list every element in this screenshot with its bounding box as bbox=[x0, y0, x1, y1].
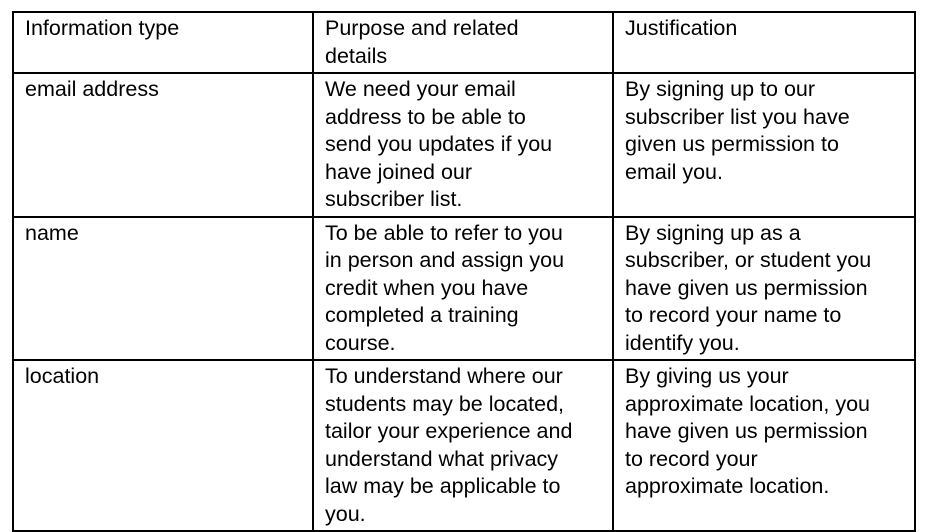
cell-purpose: To be able to refer to you in person and assign you credit when you have completed a training course. bbox=[313, 217, 613, 361]
cell-purpose: To understand where our students may be located, tailor your experience and understand what privacy law may be applicable to you. bbox=[313, 360, 613, 531]
header-justification: Justification bbox=[613, 12, 915, 73]
table-header-row bbox=[13, 12, 915, 73]
header-information-type: Information type bbox=[13, 12, 313, 73]
table-row bbox=[13, 73, 915, 217]
information-table bbox=[12, 11, 916, 532]
cell-purpose: We need your email address to be able to send you updates if you have joined our subscriber list. bbox=[313, 73, 613, 217]
cell-justification: By signing up as a subscriber, or student you have given us permission to record your name to identify you. bbox=[613, 217, 915, 361]
cell-justification: By signing up to our subscriber list you have given us permission to email you. bbox=[613, 73, 915, 217]
cell-information-type: location bbox=[13, 360, 313, 531]
header-purpose: Purpose and related details bbox=[313, 12, 613, 73]
table-row bbox=[13, 360, 915, 531]
cell-information-type: name bbox=[13, 217, 313, 361]
cell-information-type: email address bbox=[13, 73, 313, 217]
cell-justification: By giving us your approximate location, you have given us permission to record your approximate location. bbox=[613, 360, 915, 531]
table-row bbox=[13, 217, 915, 361]
